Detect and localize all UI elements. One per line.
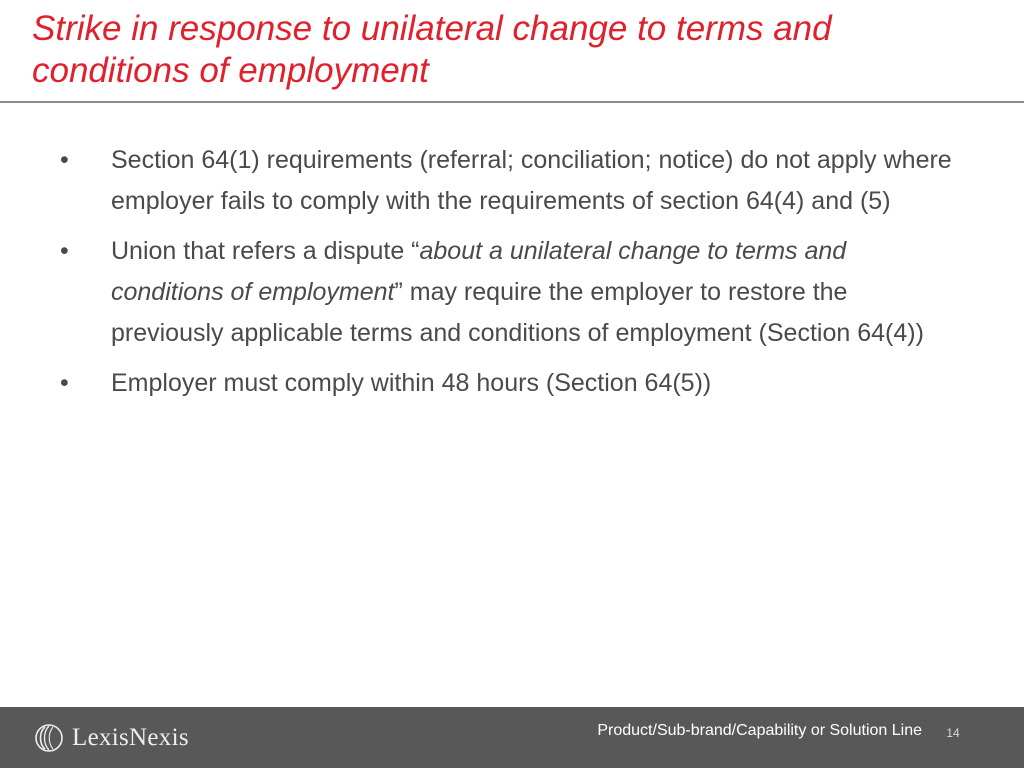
bullet-text: Section 64(1) requirements (referral; conciliation; notice) do not apply where employer fails to comply with the requirements of section 64(4) and (5) [111, 146, 952, 215]
title-divider [0, 101, 1024, 103]
bullet-dot: • [60, 146, 69, 174]
logo-wordmark: LexisNexis [72, 724, 189, 751]
bullet-text: Employer must comply within 48 hours (Section 64(5)) [111, 369, 712, 397]
lexisnexis-logo [34, 723, 189, 753]
bullet-text-quote: about a unilateral change to terms and conditions of employment [111, 237, 847, 306]
bullet-text-lead: Union that refers a dispute “ [111, 237, 420, 265]
bullet-item [60, 231, 960, 354]
bullet-item [60, 140, 960, 222]
bullet-list [60, 140, 960, 413]
page-number: 14 [946, 726, 960, 740]
bullet-dot: • [60, 237, 69, 265]
bullet-text-tail: ” may require the employer to restore the previously applicable terms and conditions of employment (Section 64(4)) [111, 278, 924, 347]
bullet-text [111, 237, 924, 347]
product-line-label: Product/Sub-brand/Capability or Solution Line [597, 722, 922, 739]
footer-bar [0, 707, 1024, 768]
bullet-dot: • [60, 369, 69, 397]
slide-title: Strike in response to unilateral change to terms and conditions of employment [32, 9, 832, 90]
bullet-item [60, 363, 960, 404]
lexisnexis-swirl-icon [34, 723, 64, 753]
